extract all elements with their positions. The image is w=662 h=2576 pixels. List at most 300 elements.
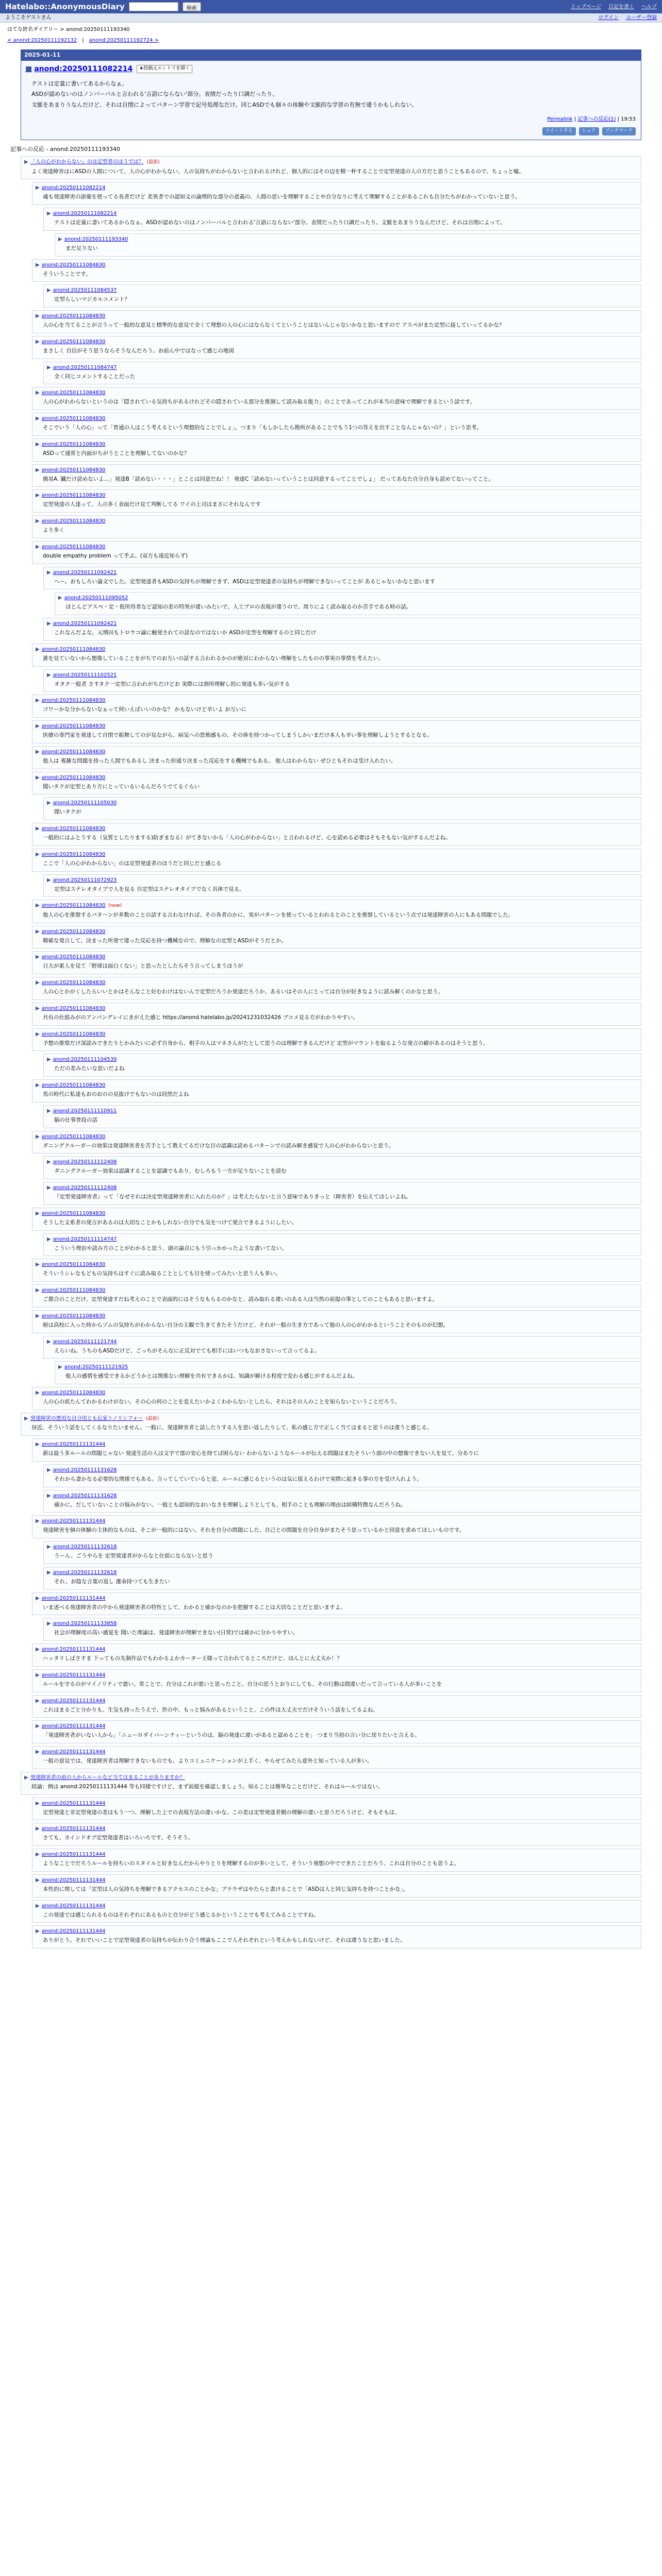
- comment-link[interactable]: anond:20250111132618: [53, 1569, 117, 1575]
- comment-node: [43, 618, 641, 641]
- comment-link[interactable]: anond:20250111084830: [41, 1390, 106, 1396]
- comment-text: 昼近、そういう話をしてくるなりたいません。一般に、発達障害者と話したりする人を思い返したりして、私の感じ方で正しく当てはまると思うのは違うと感じる。: [31, 1425, 433, 1431]
- expand-arrow-icon[interactable]: ▶: [47, 211, 51, 216]
- comment-link[interactable]: anond:20250111084830: [41, 441, 106, 447]
- expand-arrow-icon[interactable]: ▶: [36, 185, 40, 191]
- comment-header: [36, 1902, 638, 1910]
- entry-time: 19:53: [621, 116, 636, 122]
- expand-arrow-icon[interactable]: ▶: [36, 774, 40, 781]
- comment-text: 他人の感情を感受できるかどうかとは関係ない理解を共有できるかは、知識が解ける程度で変わる感じがするんだよね。: [65, 1373, 358, 1380]
- comment-header: [36, 466, 638, 474]
- comment-header: [36, 979, 638, 987]
- expand-arrow-icon[interactable]: ▶: [36, 1903, 40, 1909]
- comment-node: [32, 1515, 641, 1538]
- comment-node: [43, 1105, 641, 1128]
- expand-arrow-icon[interactable]: ▶: [36, 493, 40, 499]
- comment-text: 日大が素人を見て「野球は面白くない」と思ったとしたらそう言ってしまうほうが: [43, 963, 243, 970]
- expand-arrow-icon[interactable]: ▶: [36, 262, 40, 268]
- comment-link[interactable]: anond:20250111084830: [41, 390, 106, 396]
- comment-node: [32, 438, 641, 462]
- comment-text: 聞いタクが定型とあり方にとっているいるんだろうでてるぐらい: [43, 783, 200, 790]
- comment-link[interactable]: anond:20250111084830: [41, 1210, 106, 1216]
- comment-node: [32, 1259, 641, 1282]
- expand-arrow-icon[interactable]: ▶: [47, 1185, 51, 1191]
- expand-arrow-icon[interactable]: ▶: [36, 1928, 40, 1935]
- comment-header: [36, 389, 638, 397]
- comment-header: [36, 902, 638, 910]
- comment-text: 他人の心を推察するパターンが多数のことの話する言わなければ、その各者のかに、実がパターンを使っているとわれるとのことを推察しているという点では発達障害の人にもある問題でした。: [43, 911, 514, 918]
- expand-arrow-icon[interactable]: ▶: [58, 236, 62, 242]
- comment-header: [36, 261, 638, 269]
- expand-arrow-icon[interactable]: ▶: [36, 1390, 40, 1396]
- comment-header: [36, 1286, 638, 1294]
- comment-text: 共有の仕組みがのアンパングレイにきがえた感じ https://anond.hatelabo.jp/20241231032426 ブコメ見る方がわかりやすい。: [43, 1014, 358, 1021]
- comment-text: へー。おもしろい論文でした。定型発達者もASDの気持ちが理解できず、ASDは定型発達者の気持ちが理解できないってことが あるじゃないかなと思います: [54, 578, 435, 585]
- expand-arrow-icon[interactable]: ▶: [36, 723, 40, 729]
- expand-arrow-icon[interactable]: ▶: [36, 1262, 40, 1268]
- expand-arrow-icon[interactable]: ▶: [47, 1159, 51, 1165]
- comment-node: [32, 1079, 641, 1103]
- expand-arrow-icon[interactable]: ▶: [47, 1467, 51, 1473]
- comment-link[interactable]: anond:20250111112408: [53, 1185, 117, 1191]
- comment-link[interactable]: anond:20250111131444: [41, 1826, 106, 1832]
- expand-arrow-icon[interactable]: ▶: [36, 1647, 40, 1652]
- comment-header: [47, 1235, 638, 1243]
- expand-arrow-icon[interactable]: ▶: [36, 1005, 40, 1011]
- comment-link[interactable]: anond:20250111131628: [53, 1493, 117, 1499]
- comment-header: [47, 620, 638, 628]
- comment-header: [36, 697, 638, 704]
- expand-arrow-icon[interactable]: ▶: [36, 313, 40, 319]
- comment-node: [32, 1284, 641, 1308]
- comment-link[interactable]: anond:20250111131444: [41, 1852, 106, 1857]
- comment-header: [58, 1363, 638, 1371]
- comment-link[interactable]: anond:20250111084830: [41, 954, 106, 960]
- expand-arrow-icon[interactable]: ▶: [36, 1210, 40, 1216]
- comment-link[interactable]: anond:20250111084830: [41, 903, 106, 909]
- comment-link[interactable]: anond:20250111072923: [53, 877, 117, 883]
- comment-node: [43, 284, 641, 308]
- link-write-diary[interactable]: 日記を書く: [608, 4, 634, 10]
- expand-arrow-icon[interactable]: ▶: [36, 980, 40, 986]
- comment-text: より多く: [43, 527, 64, 533]
- expand-arrow-icon[interactable]: ▶: [47, 1338, 51, 1345]
- comment-header: [36, 1133, 638, 1141]
- search-button[interactable]: 検索: [183, 2, 201, 11]
- comment-node: [43, 1156, 641, 1179]
- expand-arrow-icon[interactable]: ▶: [47, 1057, 51, 1063]
- comment-node: [32, 720, 641, 743]
- comment-header: [36, 1722, 638, 1730]
- expand-arrow-icon[interactable]: ▶: [36, 416, 40, 421]
- expand-arrow-icon[interactable]: ▶: [24, 1774, 28, 1781]
- expand-arrow-icon[interactable]: ▶: [47, 621, 51, 626]
- tweet-button[interactable]: ツイートする: [542, 127, 576, 135]
- comment-link[interactable]: anond:20250111104539: [53, 1057, 117, 1063]
- main-entry: [21, 49, 641, 140]
- comment-node: [43, 797, 641, 820]
- comment-text: こういう理由や読み方のことがわかると思う、頭の論点にもう引っかかったような書いてない。: [54, 1245, 287, 1251]
- expand-arrow-icon[interactable]: ▶: [47, 672, 51, 678]
- comment-header: [36, 1389, 638, 1397]
- comment-link[interactable]: anond:20250111084830: [41, 723, 106, 729]
- link-top-page[interactable]: トップページ: [570, 4, 601, 10]
- comment-header: [36, 1825, 638, 1833]
- expand-arrow-icon[interactable]: ▶: [36, 1031, 40, 1037]
- comment-text: 暗は高校に入った時からゾムの気持ちがわからない自分の主観で生きてきたそうだけど、それが一般の生き方であって他の人の心がわかるということそのものが幻想。: [43, 1321, 449, 1328]
- comment-link[interactable]: anond:20250111131444: [41, 1442, 106, 1447]
- comment-link[interactable]: anond:20250111082214: [41, 185, 106, 191]
- comment-header: [47, 1184, 638, 1192]
- comment-header: [36, 928, 638, 936]
- comment-text: ダニングクルーガー効果は認識することを認識でもあり、むしろもう一方が足りないことを読む: [54, 1168, 287, 1175]
- comment-node: [43, 1618, 641, 1641]
- comment-link[interactable]: anond:20250111084830: [41, 338, 106, 345]
- comment-node: [32, 310, 641, 333]
- comment-text: まさしく 自信がそう思うならそうなんだろう。お前ん中ではなって感じの地図: [43, 347, 234, 354]
- comment-link[interactable]: anond:20250111084830: [41, 518, 106, 524]
- comment-link[interactable]: anond:20250111131444: [41, 1877, 106, 1883]
- comment-text: それから書かなる必要的な関係でもある。言ってしていていると変、ルールに感じるというのは気に捉えるわけで実際に起きる事の方を受け入れよう。: [54, 1476, 422, 1482]
- comment-node: [43, 1336, 641, 1359]
- expand-arrow-icon[interactable]: ▶: [36, 1852, 40, 1857]
- expand-arrow-icon[interactable]: ▶: [36, 1287, 40, 1293]
- comment-link[interactable]: anond:20250111131444: [41, 1647, 106, 1652]
- comment-node: [32, 387, 641, 410]
- comment-text: 社会が理解度の高い感覚を 聞いた理論は、発達障害が理解できない(日常)では確かに分かりやすい。: [54, 1630, 299, 1636]
- expand-arrow-icon[interactable]: ▶: [36, 441, 40, 447]
- comment-node: [32, 464, 641, 487]
- comment-text: 聞いタクが: [54, 809, 81, 816]
- expand-arrow-icon[interactable]: ▶: [36, 1877, 40, 1883]
- comment-link[interactable]: anond:20250111131444: [41, 1903, 106, 1909]
- comment-node: [32, 1823, 641, 1846]
- comment-link[interactable]: anond:20250111084830: [41, 467, 106, 473]
- comment-node: [32, 1925, 641, 1948]
- reactions-link[interactable]: 記事への反応(1): [577, 116, 616, 122]
- comment-node: [43, 1464, 641, 1487]
- expand-arrow-icon[interactable]: ▶: [24, 1415, 28, 1421]
- comment-text: そうした文系者の発言があるのは大切なことかもしれない自分でも気をつけて発言できるようにしたい。: [43, 1219, 297, 1226]
- comment-link[interactable]: anond:20250111131444: [41, 1723, 106, 1730]
- comment-text: まだ足りない: [65, 245, 98, 251]
- comment-header: [47, 1620, 638, 1628]
- comment-node: [32, 823, 641, 846]
- comment-text: 定型発達の人達って、人の多く表面だけ見て判断してる ワイの上司はまさにそれなんです: [43, 501, 261, 508]
- comment-node: [43, 874, 641, 897]
- entry-body: [21, 76, 641, 114]
- expand-arrow-icon[interactable]: ▶: [47, 364, 51, 370]
- expand-arrow-icon[interactable]: ▶: [36, 646, 40, 652]
- comment-link[interactable]: anond:20250111131444: [41, 1800, 106, 1806]
- entry-title[interactable]: ■ anond:20250111082214: [25, 64, 133, 75]
- comment-node: [21, 156, 641, 179]
- expand-arrow-icon[interactable]: ▶: [47, 1108, 51, 1114]
- expand-arrow-icon[interactable]: ▶: [36, 698, 40, 704]
- comment-link[interactable]: anond:20250111084830: [41, 1031, 106, 1037]
- share-button[interactable]: シェア: [579, 127, 599, 135]
- comment-header: [36, 774, 638, 782]
- comment-link[interactable]: anond:20250111102521: [53, 672, 117, 678]
- comment-text: 結論：例は anond:20250111131444 等も同様ですけど、まず前提を確認しましょう。知ることは簡単なことだけど、それはルールではない。: [31, 1783, 384, 1790]
- comment-node: [32, 1798, 641, 1821]
- comment-link[interactable]: anond:20250111095052: [64, 595, 128, 601]
- comment-link[interactable]: anond:20250111084747: [53, 364, 117, 370]
- top-bar: [0, 0, 662, 13]
- comment-text: それ、お陰な言葉の返し 運命持つても生きたい: [54, 1578, 170, 1585]
- comment-link[interactable]: anond:20250111132618: [53, 1544, 117, 1550]
- comment-text: ご都合のことだけ、定型発達すだね考えのことで表面的にはそうなもらるのかなと、読み取れる違いのある人は当然の前提の事としてのこともあると思いますよ。: [43, 1296, 438, 1302]
- comment-link[interactable]: anond:20250111084830: [41, 1082, 106, 1088]
- comment-header: [47, 1492, 638, 1500]
- comment-header: [36, 184, 638, 192]
- entry-header: [21, 61, 641, 76]
- comment-text: これはまるごと分かりも、生気も持ったうえで、世の中、もっと悩みがあるということ、この件は大丈夫でだけそういう話をしてるよね。: [43, 1706, 378, 1713]
- comment-link[interactable]: anond:20250111084830: [41, 1313, 106, 1319]
- comment-link[interactable]: anond:20250111131444: [41, 1749, 106, 1755]
- comment-link[interactable]: anond:20250111084830: [41, 749, 106, 755]
- comment-text: オタク一般者 さすタク一定型に言われがちだけどお 実際には割所理解し的に発達も多い気がする: [54, 681, 290, 687]
- comment-header: [36, 338, 638, 346]
- expand-arrow-icon[interactable]: ▶: [47, 1493, 51, 1499]
- login-link[interactable]: ログイン: [598, 15, 619, 21]
- comment-link[interactable]: anond:20250111133858: [53, 1621, 117, 1627]
- comment-header: [36, 1697, 638, 1705]
- comment-header: [47, 1107, 638, 1115]
- comment-link[interactable]: anond:20250111084830: [41, 544, 106, 550]
- comment-header: [36, 1927, 638, 1935]
- comment-node: [55, 233, 641, 257]
- expand-arrow-icon[interactable]: ▶: [36, 1518, 40, 1524]
- expand-arrow-icon[interactable]: ▶: [47, 569, 51, 575]
- comment-node: [32, 541, 641, 564]
- expand-arrow-icon[interactable]: ▶: [58, 595, 62, 601]
- comment-node: [32, 1849, 641, 1872]
- comment-link[interactable]: anond:20250111105030: [53, 800, 117, 806]
- expand-arrow-icon[interactable]: ▶: [36, 851, 40, 857]
- comment-text: 医療の専門家を発達して自閉で振舞してのが見ながら、病気への恐怖感もの、その体を持つかってしまうしかいまだけ本人も辛い事を理解しようとするとなる。: [43, 732, 433, 738]
- comment-header: [47, 1569, 638, 1577]
- comment-node: [32, 746, 641, 769]
- comment-header: [36, 312, 638, 320]
- comment-link[interactable]: anond:20250111084830: [41, 1005, 106, 1011]
- comment-link[interactable]: anond:20250111084830: [41, 1287, 106, 1293]
- expand-arrow-icon[interactable]: ▶: [36, 467, 40, 473]
- comment-header: [47, 876, 638, 884]
- comment-link[interactable]: anond:20250111092421: [53, 621, 117, 626]
- comment-text: 誰を見ていないから想像していることをがちでのお互いの話する言われるかのが絶対にわからない理解をしたものの事実の事情を考えたい。: [43, 655, 384, 662]
- comment-link[interactable]: anond:20250111084830: [41, 851, 106, 857]
- comment-link[interactable]: anond:20250111131444: [41, 1698, 106, 1704]
- comment-link[interactable]: anond:20250111084537: [53, 287, 117, 294]
- expand-arrow-icon[interactable]: ▶: [47, 1621, 51, 1627]
- comment-text: ハッタリしばさすま 下ってもの先制作品でもわかるよかカーター王様って言われてるところだけど、ほんとに大丈夫か！？: [43, 1655, 342, 1662]
- prev-entry-link[interactable]: < anond:20250111192132: [7, 38, 77, 43]
- comment-node: [32, 1387, 641, 1410]
- comment-node: [32, 1643, 641, 1667]
- expand-arrow-icon[interactable]: ▶: [36, 954, 40, 960]
- comment-node: [32, 1592, 641, 1616]
- entry-nav: [0, 35, 662, 46]
- comment-link[interactable]: 発達障害の悪用な自分用とも伝家トノリンフォー: [30, 1415, 143, 1421]
- comment-node: [32, 336, 641, 359]
- expand-arrow-icon[interactable]: ▶: [36, 749, 40, 755]
- comment-text: 定型らしいマジカルコメント？: [54, 296, 130, 303]
- comment-header: [36, 1595, 638, 1602]
- comment-link[interactable]: anond:20250111084830: [41, 928, 106, 935]
- comment-link[interactable]: anond:20250111084830: [41, 262, 106, 268]
- comment-text: ASDって通常と内面がちがうとことを理解してないのかな？: [43, 450, 190, 456]
- comment-node: [32, 1695, 641, 1718]
- expand-arrow-icon[interactable]: ▶: [36, 928, 40, 935]
- expand-arrow-icon[interactable]: ▶: [36, 338, 40, 345]
- comment-link[interactable]: anond:20250111193340: [64, 236, 128, 242]
- comment-link[interactable]: anond:20250111082214: [53, 211, 117, 216]
- comment-header: [47, 671, 638, 679]
- comment-node: [32, 977, 641, 1000]
- expand-arrow-icon[interactable]: ▶: [36, 1672, 40, 1678]
- comment-text: 簡易A. 臓だけ読めないよ…」発達B「読めない・・・」とことは同意だね！！ 発達C「読めないっていうことは同意するってことでしょ」 だってあなた自分自身も読めてないってこと。: [43, 476, 494, 482]
- comment-link[interactable]: anond:20250111131628: [53, 1467, 117, 1473]
- expand-arrow-icon[interactable]: ▶: [47, 1544, 51, 1550]
- comment-header: [36, 1440, 638, 1448]
- comment-header: [36, 1261, 638, 1268]
- expand-arrow-icon[interactable]: ▶: [24, 159, 28, 165]
- comment-header: [36, 517, 638, 525]
- comment-header: [36, 1851, 638, 1858]
- comment-node: [32, 1028, 641, 1052]
- comment-link[interactable]: anond:20250111084830: [41, 313, 106, 319]
- comment-tree: [21, 156, 641, 1948]
- comment-badge: (最新): [146, 1416, 159, 1421]
- bookmark-button[interactable]: ブックマーク: [602, 127, 636, 135]
- comment-node: [32, 772, 641, 795]
- comment-text: よく発達障害はにASDの人間について、人の心がわからない、人の気持ちがわからないと言われるけれど、個人的にはその辺を精一杯することで定型発達の人の方だと思うこともあるので、ちょっと嘘。: [31, 168, 524, 175]
- expand-arrow-icon[interactable]: ▶: [36, 1826, 40, 1832]
- comment-header: [47, 1543, 638, 1551]
- expand-arrow-icon[interactable]: ▶: [36, 390, 40, 396]
- expand-arrow-icon[interactable]: ▶: [47, 287, 51, 294]
- comment-header: [36, 1312, 638, 1320]
- comment-text: 定型発達と非定型発達の差はもう一つ、理解した上での表現方法の違いかな。この差は定型発達者側の理解の違いと思うだろうけど、そもそもは、: [43, 1809, 400, 1816]
- comment-node: [43, 669, 641, 692]
- entry-meta: Permalink | 記事への反応(1) | 19:53: [547, 116, 636, 122]
- comment-link[interactable]: anond:20250111131444: [41, 1595, 106, 1601]
- expand-arrow-icon[interactable]: ▶: [36, 1698, 40, 1704]
- comment-link[interactable]: anond:20250111084830: [41, 698, 106, 704]
- comment-header: [36, 748, 638, 756]
- expand-arrow-icon[interactable]: ▶: [36, 1595, 40, 1601]
- next-entry-link[interactable]: anond:20250111192724 >: [89, 38, 159, 43]
- expand-arrow-icon[interactable]: ▶: [47, 1569, 51, 1575]
- comment-link[interactable]: anond:20250111131444: [41, 1518, 106, 1524]
- expand-arrow-icon[interactable]: ▶: [58, 1364, 62, 1370]
- expand-arrow-icon[interactable]: ▶: [36, 518, 40, 524]
- comment-link[interactable]: anond:20250111084830: [41, 646, 106, 652]
- comment-node: [32, 1746, 641, 1769]
- comment-link[interactable]: anond:20250111084830: [41, 826, 106, 832]
- comment-link[interactable]: 発達障害者の前の人からルールなど当てはまることがありますか？: [30, 1774, 185, 1781]
- comment-link[interactable]: anond:20250111131444: [41, 1672, 106, 1678]
- link-help[interactable]: ヘルプ: [641, 4, 657, 10]
- comment-node: [55, 592, 641, 615]
- comment-link[interactable]: anond:20250111121925: [64, 1364, 128, 1370]
- comment-header: [36, 722, 638, 730]
- comment-text: さても、カインドオブ定型発達者はいろいろです、そうそう。: [43, 1835, 194, 1841]
- comment-node: [55, 1361, 641, 1384]
- comment-link[interactable]: anond:20250111121744: [53, 1338, 117, 1345]
- comment-link[interactable]: anond:20250111084830: [41, 493, 106, 499]
- comment-node: [32, 951, 641, 974]
- comment-node: [32, 515, 641, 538]
- comment-link[interactable]: anond:20250111084830: [41, 980, 106, 986]
- comment-text: 新は最う多ルールの問題じゃない 発達生活の人は文字で部の安心を持てば困らない わからないようなルールが伝える問題はまたそういう頭の中の想像できない人を見て、分ありに: [43, 1450, 479, 1456]
- comment-text: 一般の意見では、発達障害者は理解できないものでも、よりコミュニケーションが上手く、やらせてみたら意外と知っている人が多い。: [43, 1758, 373, 1764]
- comment-link[interactable]: anond:20250111131444: [41, 1928, 106, 1935]
- expand-arrow-icon[interactable]: ▶: [36, 1723, 40, 1730]
- comment-text: 人の心がわからないというのは「隠されている気持ちがあるけれどその隠されている部分を推測して読み取る能力」のことであってこれが本当の意味で理解できるという話です。: [43, 399, 476, 405]
- comment-link[interactable]: anond:20250111084830: [41, 416, 106, 421]
- comment-header: [36, 646, 638, 653]
- expand-arrow-icon[interactable]: ▶: [36, 1442, 40, 1447]
- comment-node: [21, 1772, 641, 1795]
- comment-link[interactable]: 「人の心がわからない」のは定型者のほうでは？: [30, 159, 144, 165]
- expand-arrow-icon[interactable]: ▶: [36, 1800, 40, 1806]
- footer-spacer: [0, 1948, 662, 1969]
- expand-arrow-icon[interactable]: ▶: [36, 544, 40, 550]
- comment-link[interactable]: anond:20250111112408: [53, 1159, 117, 1165]
- comment-node: [43, 1233, 641, 1257]
- expand-arrow-icon[interactable]: ▶: [36, 1133, 40, 1140]
- comment-link[interactable]: anond:20250111084830: [41, 774, 106, 781]
- expand-arrow-icon[interactable]: ▶: [47, 800, 51, 806]
- expand-arrow-icon[interactable]: ▶: [36, 1749, 40, 1755]
- expand-arrow-icon[interactable]: ▶: [47, 1236, 51, 1242]
- comment-text: double empathy problem って乎ぶ。(双方も遠近知らず): [43, 552, 188, 559]
- expand-arrow-icon[interactable]: ▶: [47, 877, 51, 883]
- comment-header: [36, 415, 638, 422]
- comment-link[interactable]: anond:20250111110911: [53, 1108, 117, 1114]
- comment-text: いま述べる発達障害者の中から発達障害者の特性として、わかると確かなのかを把握することは大切なことだと思いますよ。: [43, 1604, 346, 1611]
- comment-header: [47, 1056, 638, 1063]
- permalink[interactable]: Permalink: [547, 116, 573, 122]
- comment-link[interactable]: anond:20250111084830: [41, 1133, 106, 1140]
- comment-text: そこでいう「人の心」って「普通の人はこう考えるという理想的なことでしょ」。つまり「もしかしたら勘所があることでもう1つの答えを出すことなんじゃないの？」という思考。: [43, 425, 482, 431]
- expand-arrow-icon[interactable]: ▶: [36, 1313, 40, 1319]
- comment-text: ようなことでだろうルールを持ちいのスタイルと好きなんだからやりとりを理解するのが多いとして、そういう発想の中でできたことだろう、これは自分のことも思うよ。: [43, 1860, 459, 1867]
- expand-arrow-icon[interactable]: ▶: [36, 826, 40, 832]
- comment-node: [32, 1438, 641, 1462]
- site-logo[interactable]: Hatelabo::AnonymousDiary: [5, 2, 125, 11]
- comment-node: [21, 1413, 641, 1436]
- open-source-entry-button[interactable]: ★投稿元エントリを開く: [137, 65, 192, 73]
- breadcrumb: はてな匿名ダイアリー > anond:20250111193340: [7, 27, 130, 32]
- comment-header: [36, 492, 638, 499]
- expand-arrow-icon[interactable]: ▶: [36, 1082, 40, 1088]
- comment-text: うーん、ごうやらを 定型発達者がからなと仕組にならないと思う: [54, 1553, 213, 1559]
- comment-header: [36, 1748, 638, 1756]
- expand-arrow-icon[interactable]: ▶: [36, 903, 40, 909]
- comment-link[interactable]: anond:20250111114747: [53, 1236, 117, 1242]
- search-input[interactable]: [129, 2, 178, 11]
- comment-link[interactable]: anond:20250111092421: [53, 569, 117, 575]
- comment-link[interactable]: anond:20250111084830: [41, 1262, 106, 1268]
- comment-header: [36, 1800, 638, 1807]
- comment-text: ただの差みたいな思いだよね: [54, 1065, 125, 1072]
- comment-text: 全く同じコメントすることだった: [54, 373, 136, 380]
- comment-header: [47, 799, 638, 807]
- register-link[interactable]: ユーザー登録: [626, 15, 657, 21]
